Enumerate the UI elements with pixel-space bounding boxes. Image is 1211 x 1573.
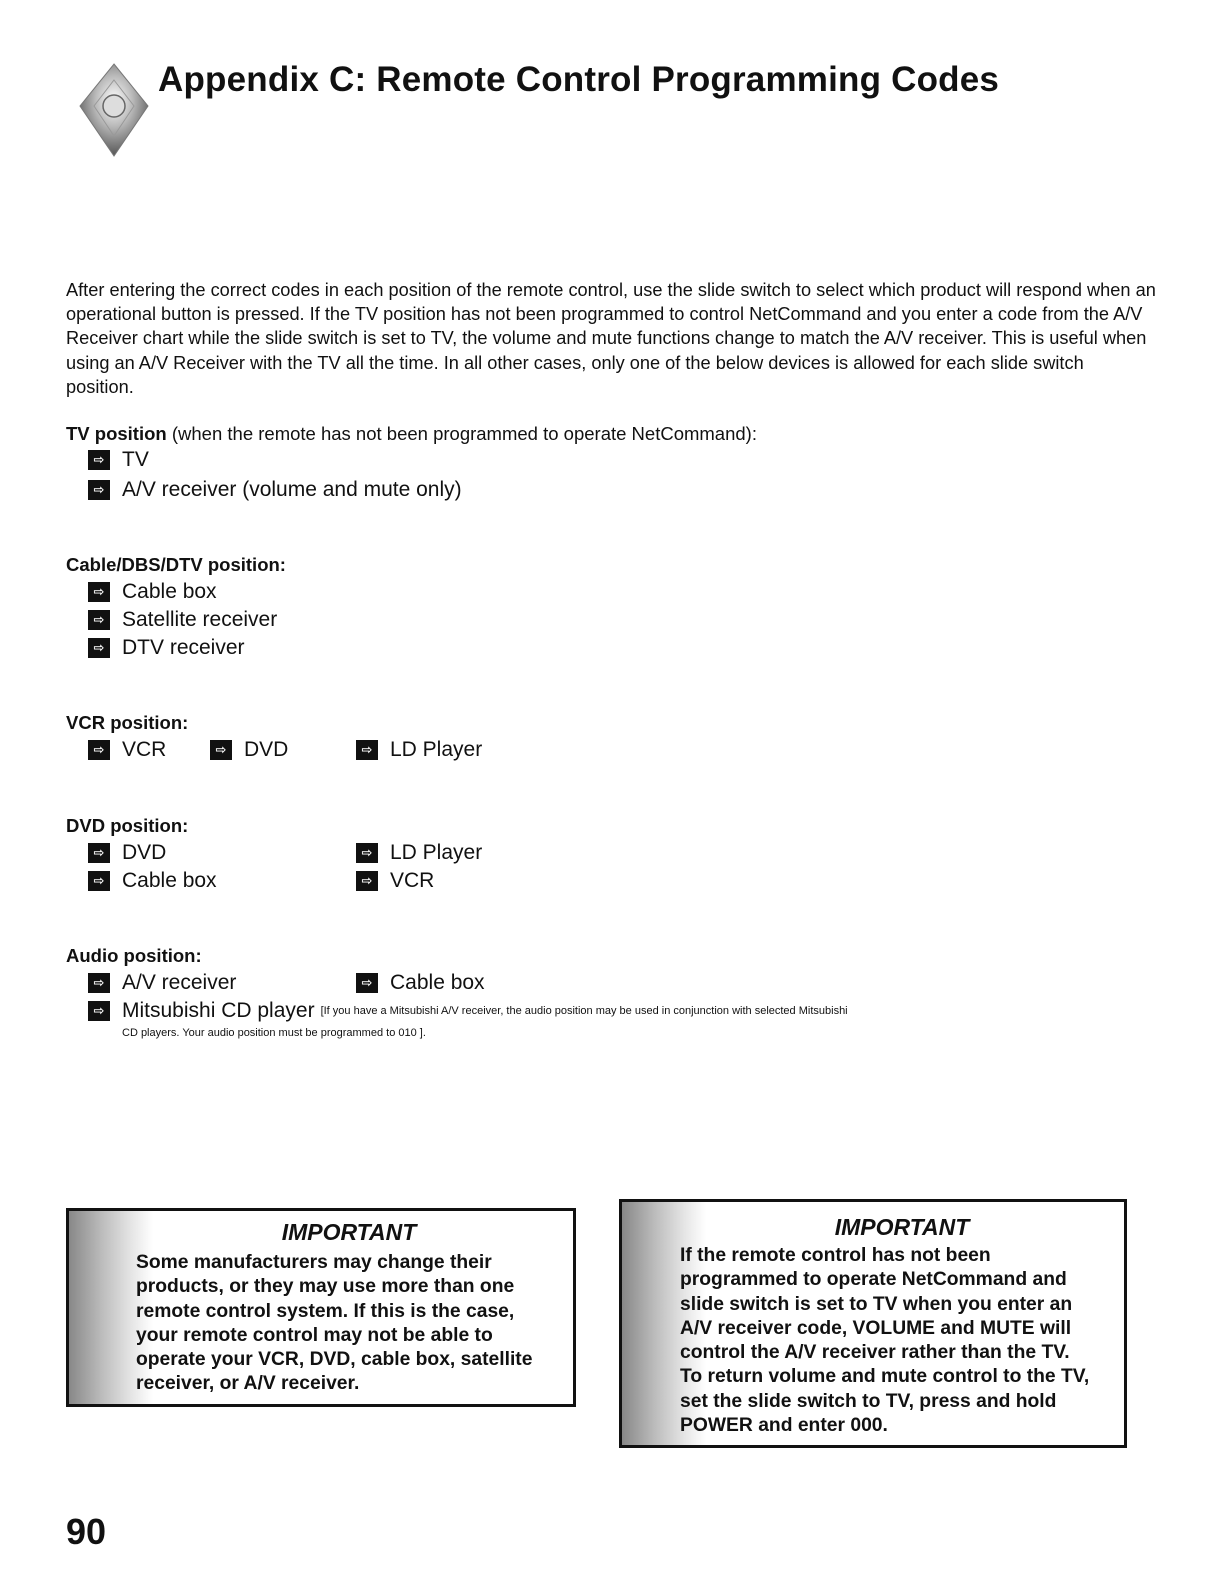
list-item (356, 840, 482, 866)
text-line: POWER and enter 000. (680, 1415, 888, 1437)
tv-position-heading (66, 423, 757, 445)
text-line: operate your VCR, DVD, cable box, satellite (136, 1349, 533, 1371)
list-item (88, 970, 236, 996)
audio-position-label: Audio position: (66, 945, 202, 966)
tv-position-note: (when the remote has not been programmed to operate NetCommand): (166, 423, 757, 444)
important-title: IMPORTANT (281, 1219, 417, 1245)
text-line: programmed to operate NetCommand and (680, 1269, 1067, 1291)
item-label: Satellite receiver (122, 608, 278, 631)
cable-position-label: Cable/DBS/DTV position: (66, 554, 286, 575)
item-label: LD Player (390, 841, 483, 864)
arrow-bullet-icon: ⇨ (88, 638, 110, 658)
list-item (88, 840, 166, 866)
tv-position-label: TV position (66, 423, 167, 444)
important-box-right (619, 1199, 1127, 1448)
item-label: A/V receiver (122, 971, 237, 994)
list-item (88, 635, 245, 661)
item-label: Cable box (122, 869, 217, 892)
text-line: remote control system. If this is the case, (136, 1300, 515, 1322)
arrow-bullet-icon: ⇨ (210, 740, 232, 760)
item-label: DVD (244, 738, 289, 761)
item-label: TV (122, 448, 149, 471)
text-line: set the slide switch to TV, press and hold (680, 1390, 1057, 1412)
text-line: To return volume and mute control to the TV, (680, 1366, 1090, 1388)
list-item (88, 607, 277, 633)
list-item (356, 868, 434, 894)
arrow-bullet-icon: ⇨ (88, 480, 110, 500)
arrow-bullet-icon: ⇨ (356, 843, 378, 863)
arrow-bullet-icon: ⇨ (356, 973, 378, 993)
list-item (88, 868, 217, 894)
vcr-position-label: VCR position: (66, 712, 189, 733)
text-line: receiver, or A/V receiver. (136, 1373, 360, 1395)
intro-paragraph: After entering the correct codes in each position of the remote control, use the slide switch to select which product will respond when an operational button is pressed. If the TV position has not been programmed to control NetCommand and you enter a code from the A/V Receiver chart while the slide switch is set to TV, the volume and mute functions change to match the A/V receiver. This is useful when using an A/V Receiver with the TV all the time. In all other cases, only one of the below devices is allowed for each slide switch position. (66, 280, 1156, 397)
text-line: Some manufacturers may change their (136, 1252, 492, 1273)
cable-position-heading (66, 554, 286, 576)
item-label: Mitsubishi CD player (122, 999, 315, 1022)
list-item (356, 737, 482, 763)
dvd-position-label: DVD position: (66, 815, 189, 836)
text-line: products, or they may use more than one (136, 1276, 515, 1298)
item-label: Cable box (122, 580, 217, 603)
arrow-bullet-icon: ⇨ (88, 582, 110, 602)
text-line: If the remote control has not been (680, 1245, 991, 1266)
list-item (88, 737, 166, 763)
important-text (680, 1244, 1128, 1438)
arrow-bullet-icon: ⇨ (88, 843, 110, 863)
text-line: A/V receiver code, VOLUME and MUTE will (680, 1317, 1072, 1339)
arrow-bullet-icon: ⇨ (88, 871, 110, 891)
audio-note-line-2: CD players. Your audio position must be programmed to 010 ]. (122, 1027, 426, 1039)
arrow-bullet-icon: ⇨ (88, 610, 110, 630)
list-item (88, 579, 217, 605)
important-title: IMPORTANT (834, 1214, 970, 1240)
text-line: control the A/V receiver rather than the TV. (680, 1342, 1070, 1364)
page-title: Appendix C: Remote Control Programming Codes (158, 60, 1000, 99)
item-label: LD Player (390, 738, 483, 761)
list-item (210, 737, 288, 763)
vcr-position-heading (66, 712, 188, 734)
arrow-bullet-icon: ⇨ (88, 450, 110, 470)
appendix-diamond-logo (78, 62, 150, 158)
list-item (88, 447, 149, 473)
arrow-bullet-icon: ⇨ (88, 973, 110, 993)
text-line: slide switch is set to TV when you enter an (680, 1293, 1073, 1315)
item-label: A/V receiver (volume and mute only) (122, 478, 462, 501)
item-label: VCR (122, 738, 167, 761)
audio-position-heading (66, 945, 202, 967)
list-item (88, 998, 848, 1024)
list-item (88, 477, 462, 503)
text-line: your remote control may not be able to (136, 1324, 493, 1346)
arrow-bullet-icon: ⇨ (88, 740, 110, 760)
item-label: DVD (122, 841, 167, 864)
arrow-bullet-icon: ⇨ (356, 871, 378, 891)
audio-note-line-1: [If you have a Mitsubishi A/V receiver, the audio position may be used in conjunction with selected Mitsubishi (320, 1005, 848, 1017)
item-label: Cable box (390, 971, 485, 994)
item-label: VCR (390, 869, 435, 892)
important-text (136, 1251, 576, 1397)
arrow-bullet-icon: ⇨ (88, 1001, 110, 1021)
list-item (356, 970, 485, 996)
dvd-position-heading (66, 815, 188, 837)
item-label: DTV receiver (122, 636, 245, 659)
page-number: 90 (66, 1511, 107, 1552)
arrow-bullet-icon: ⇨ (356, 740, 378, 760)
important-box-left (66, 1208, 576, 1407)
